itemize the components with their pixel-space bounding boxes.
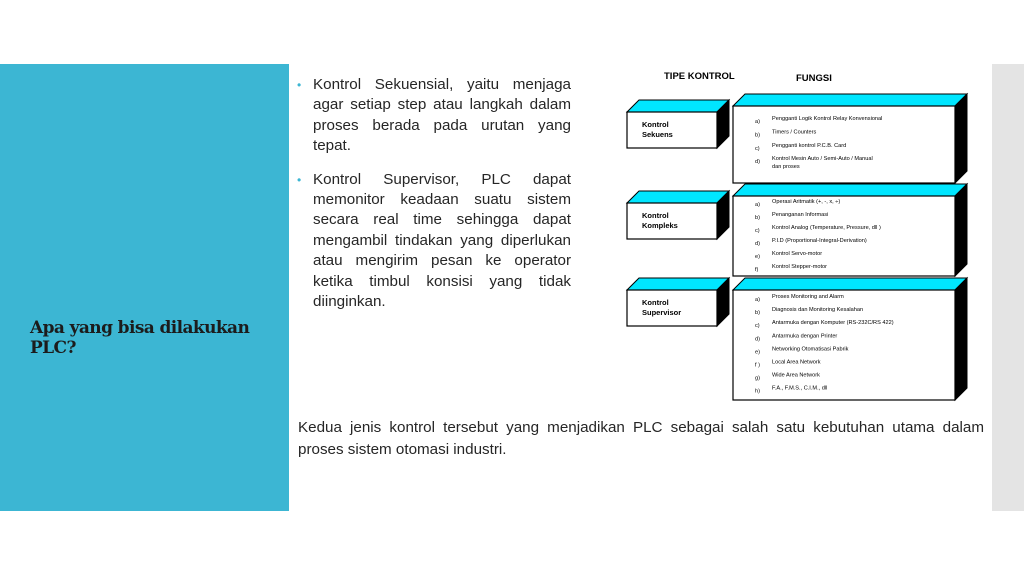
- function-item-text: Antarmuka dengan Komputer (RS-232C/RS 422): [772, 320, 894, 327]
- box-side-face: [955, 278, 967, 400]
- slide-title: Apa yang bisa dilakukan PLC?: [30, 318, 250, 358]
- function-item-text: Penanganan Informasi: [772, 212, 829, 218]
- function-item-text: Proses Monitoring and Alarm: [772, 294, 844, 300]
- function-item-letter: g): [755, 375, 760, 382]
- function-item-text: Kontrol Servo-motor: [772, 251, 823, 257]
- box-top-face: [627, 100, 729, 112]
- box-side-face: [955, 184, 967, 276]
- function-item-text: Diagnosis dan Monitoring Kesalahan: [772, 307, 864, 314]
- function-item-text: Operasi Aritmatik (+, -, x, ÷): [772, 199, 841, 205]
- function-item-letter: b): [755, 215, 760, 221]
- function-item-text: Pengganti kontrol P.C.B. Card: [772, 142, 847, 149]
- function-item-letter: c): [755, 145, 760, 152]
- function-item-text: Networking Otomatisasi Pabrik: [772, 346, 849, 353]
- function-item-letter: a): [755, 202, 760, 208]
- function-item-text: Pengganti Logik Kontrol Relay Konvensional: [772, 116, 883, 122]
- header-type-label: TIPE KONTROL: [664, 71, 735, 82]
- diagram-row: [627, 184, 967, 276]
- function-item-text: dan proses: [772, 164, 800, 171]
- bullet-item: [297, 75, 571, 157]
- bullet-list: [297, 75, 571, 325]
- function-item-text: Wide Area Network: [772, 372, 820, 379]
- type-label: Sekuens: [642, 130, 673, 139]
- type-label: Kontrol: [642, 120, 669, 129]
- function-item-letter: f): [755, 267, 759, 273]
- function-item-text: F.A., F.M.S., C.I.M., dll: [772, 385, 828, 392]
- function-item-letter: f ): [755, 362, 760, 369]
- function-item-letter: c): [755, 228, 760, 234]
- box-side-face: [955, 94, 967, 183]
- function-item-text: Kontrol Analog (Temperature, Pressure, dll ): [772, 225, 881, 231]
- bullet-marker: •: [297, 78, 302, 92]
- box-top-face: [627, 191, 729, 203]
- bullet-text: Kontrol Sekuensial, yaitu menjaga agar setiap step atau langkah dalam proses berada pada urutan yang tepat.: [313, 76, 571, 155]
- function-item-text: Antarmuka dengan Printer: [772, 333, 838, 340]
- function-box: [733, 278, 967, 400]
- bullet-text: Kontrol Supervisor, PLC dapat memonitor keadaan suatu sistem secara real time sehingga dapat mengambil tindakan yang diperlukan atau mengirim pesan ke operator ketika timbul konsisi yang tidak diinginkan.: [313, 170, 571, 311]
- function-item-text: P.I.D (Proportional-Integral-Derivation): [772, 238, 867, 244]
- box-top-face: [733, 184, 967, 196]
- box-top-face: [733, 278, 967, 290]
- box-top-face: [733, 94, 967, 106]
- function-item-letter: e): [755, 349, 760, 356]
- diagram-row: [627, 278, 967, 400]
- header-function-label: FUNGSI: [796, 73, 832, 84]
- function-item-text: Kontrol Mesin Auto / Semi-Auto / Manual: [772, 156, 873, 163]
- function-item-letter: a): [755, 119, 760, 125]
- bullet-marker: •: [297, 172, 302, 187]
- conclusion-text: Kedua jenis kontrol tersebut yang menjadikan PLC sebagai salah satu kebutuhan utama dalam proses sistem otomasi industri.: [298, 419, 984, 458]
- box-top-face: [627, 278, 729, 290]
- function-item-letter: h): [755, 388, 760, 395]
- function-item-text: Timers / Counters: [772, 129, 817, 136]
- title-panel: [0, 64, 289, 511]
- diagram-row: [627, 94, 967, 183]
- box-front-face: [733, 196, 955, 276]
- type-label: Kontrol: [642, 211, 669, 220]
- function-item-text: Kontrol Stepper-motor: [772, 264, 828, 270]
- function-item-letter: d): [755, 336, 760, 343]
- function-item-letter: b): [755, 310, 760, 317]
- diagram-rows: [627, 94, 967, 400]
- bullet-item: [297, 170, 571, 313]
- type-label: Kontrol: [642, 298, 669, 307]
- function-item-letter: b): [755, 132, 760, 139]
- function-item-letter: d): [755, 159, 760, 166]
- function-item-letter: d): [755, 241, 760, 247]
- function-box: [733, 94, 967, 183]
- type-label: Kompleks: [642, 221, 678, 230]
- type-label: Supervisor: [642, 308, 682, 317]
- side-band: [992, 64, 1024, 511]
- function-item-text: Local Area Network: [772, 359, 821, 366]
- control-type-diagram: [620, 60, 972, 410]
- function-item-letter: c): [755, 323, 760, 330]
- function-item-letter: e): [755, 254, 760, 260]
- function-item-letter: a): [755, 297, 760, 303]
